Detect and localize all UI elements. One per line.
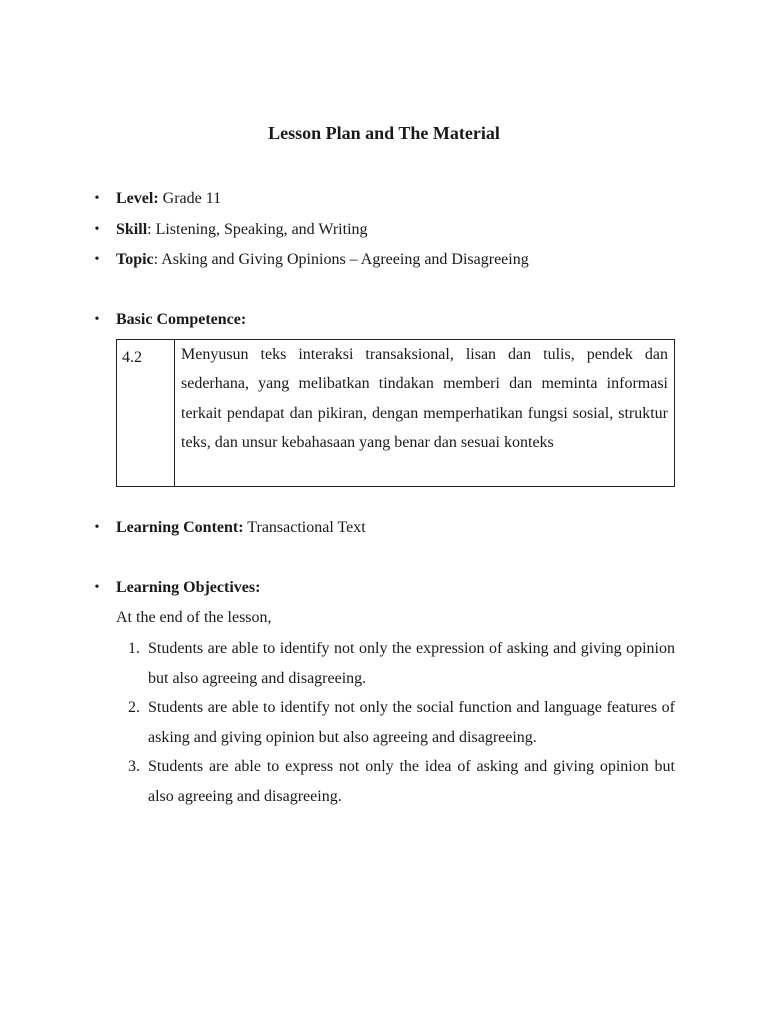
objective-text: Students are able to identify not only the social function and language features of asking and giving opinion but also agreeing and disagreeing.	[148, 699, 675, 746]
bullet-icon: •	[94, 312, 100, 327]
bullet-learning-content-value: Transactional Text	[243, 519, 366, 536]
bullet-icon: •	[94, 191, 100, 206]
bullet-topic-label: Topic	[116, 251, 154, 268]
bullet-learning-content-text	[116, 517, 366, 539]
bullet-level-label: Level:	[116, 190, 159, 207]
bullet-icon: •	[94, 520, 100, 535]
bullet-learning-objectives-label: Learning Objectives:	[116, 579, 261, 596]
objective-text: Students are able to express not only the idea of asking and giving opinion but also agreeing and disagreeing.	[148, 758, 675, 805]
competence-code: 4.2	[117, 340, 175, 486]
objective-item	[116, 693, 675, 752]
bullet-level-text	[116, 188, 221, 210]
objectives-intro: At the end of the lesson,	[116, 609, 272, 626]
objective-item	[116, 752, 675, 811]
objective-number: 3.	[128, 758, 140, 775]
page-title: Lesson Plan and The Material	[268, 123, 500, 143]
bullet-skill-value: : Listening, Speaking, and Writing	[147, 221, 368, 238]
objective-item	[116, 634, 675, 693]
competence-table	[116, 339, 675, 487]
bullet-topic-value: : Asking and Giving Opinions – Agreeing and Disagreeing	[153, 251, 529, 268]
bullet-icon: •	[94, 580, 100, 595]
bullet-skill-label: Skill	[116, 221, 148, 238]
bullet-topic-text	[116, 249, 529, 271]
objective-number: 1.	[128, 640, 140, 657]
objectives-list	[116, 634, 675, 811]
bullet-level-value: Grade 11	[158, 190, 222, 207]
bullet-basic-competence-label: Basic Competence:	[116, 311, 247, 328]
bullet-icon: •	[94, 222, 100, 237]
bullet-basic-competence-text	[116, 309, 246, 331]
bullet-icon: •	[94, 252, 100, 267]
bullet-skill-text	[116, 219, 368, 241]
competence-description: Menyusun teks interaksi transaksional, lisan dan tulis, pendek dan sederhana, yang melibatkan tindakan memberi dan meminta informasi terkait pendapat dan pikiran, dengan memperhatikan fungsi sosial, struktur teks, dan unsur kebahasaan yang benar dan sesuai konteks	[181, 346, 668, 451]
objective-number: 2.	[128, 699, 140, 716]
bullet-learning-objectives-text	[116, 577, 260, 599]
bullet-learning-content-label: Learning Content:	[116, 519, 244, 536]
objective-text: Students are able to identify not only the expression of asking and giving opinion but also agreeing and disagreeing.	[148, 640, 675, 687]
